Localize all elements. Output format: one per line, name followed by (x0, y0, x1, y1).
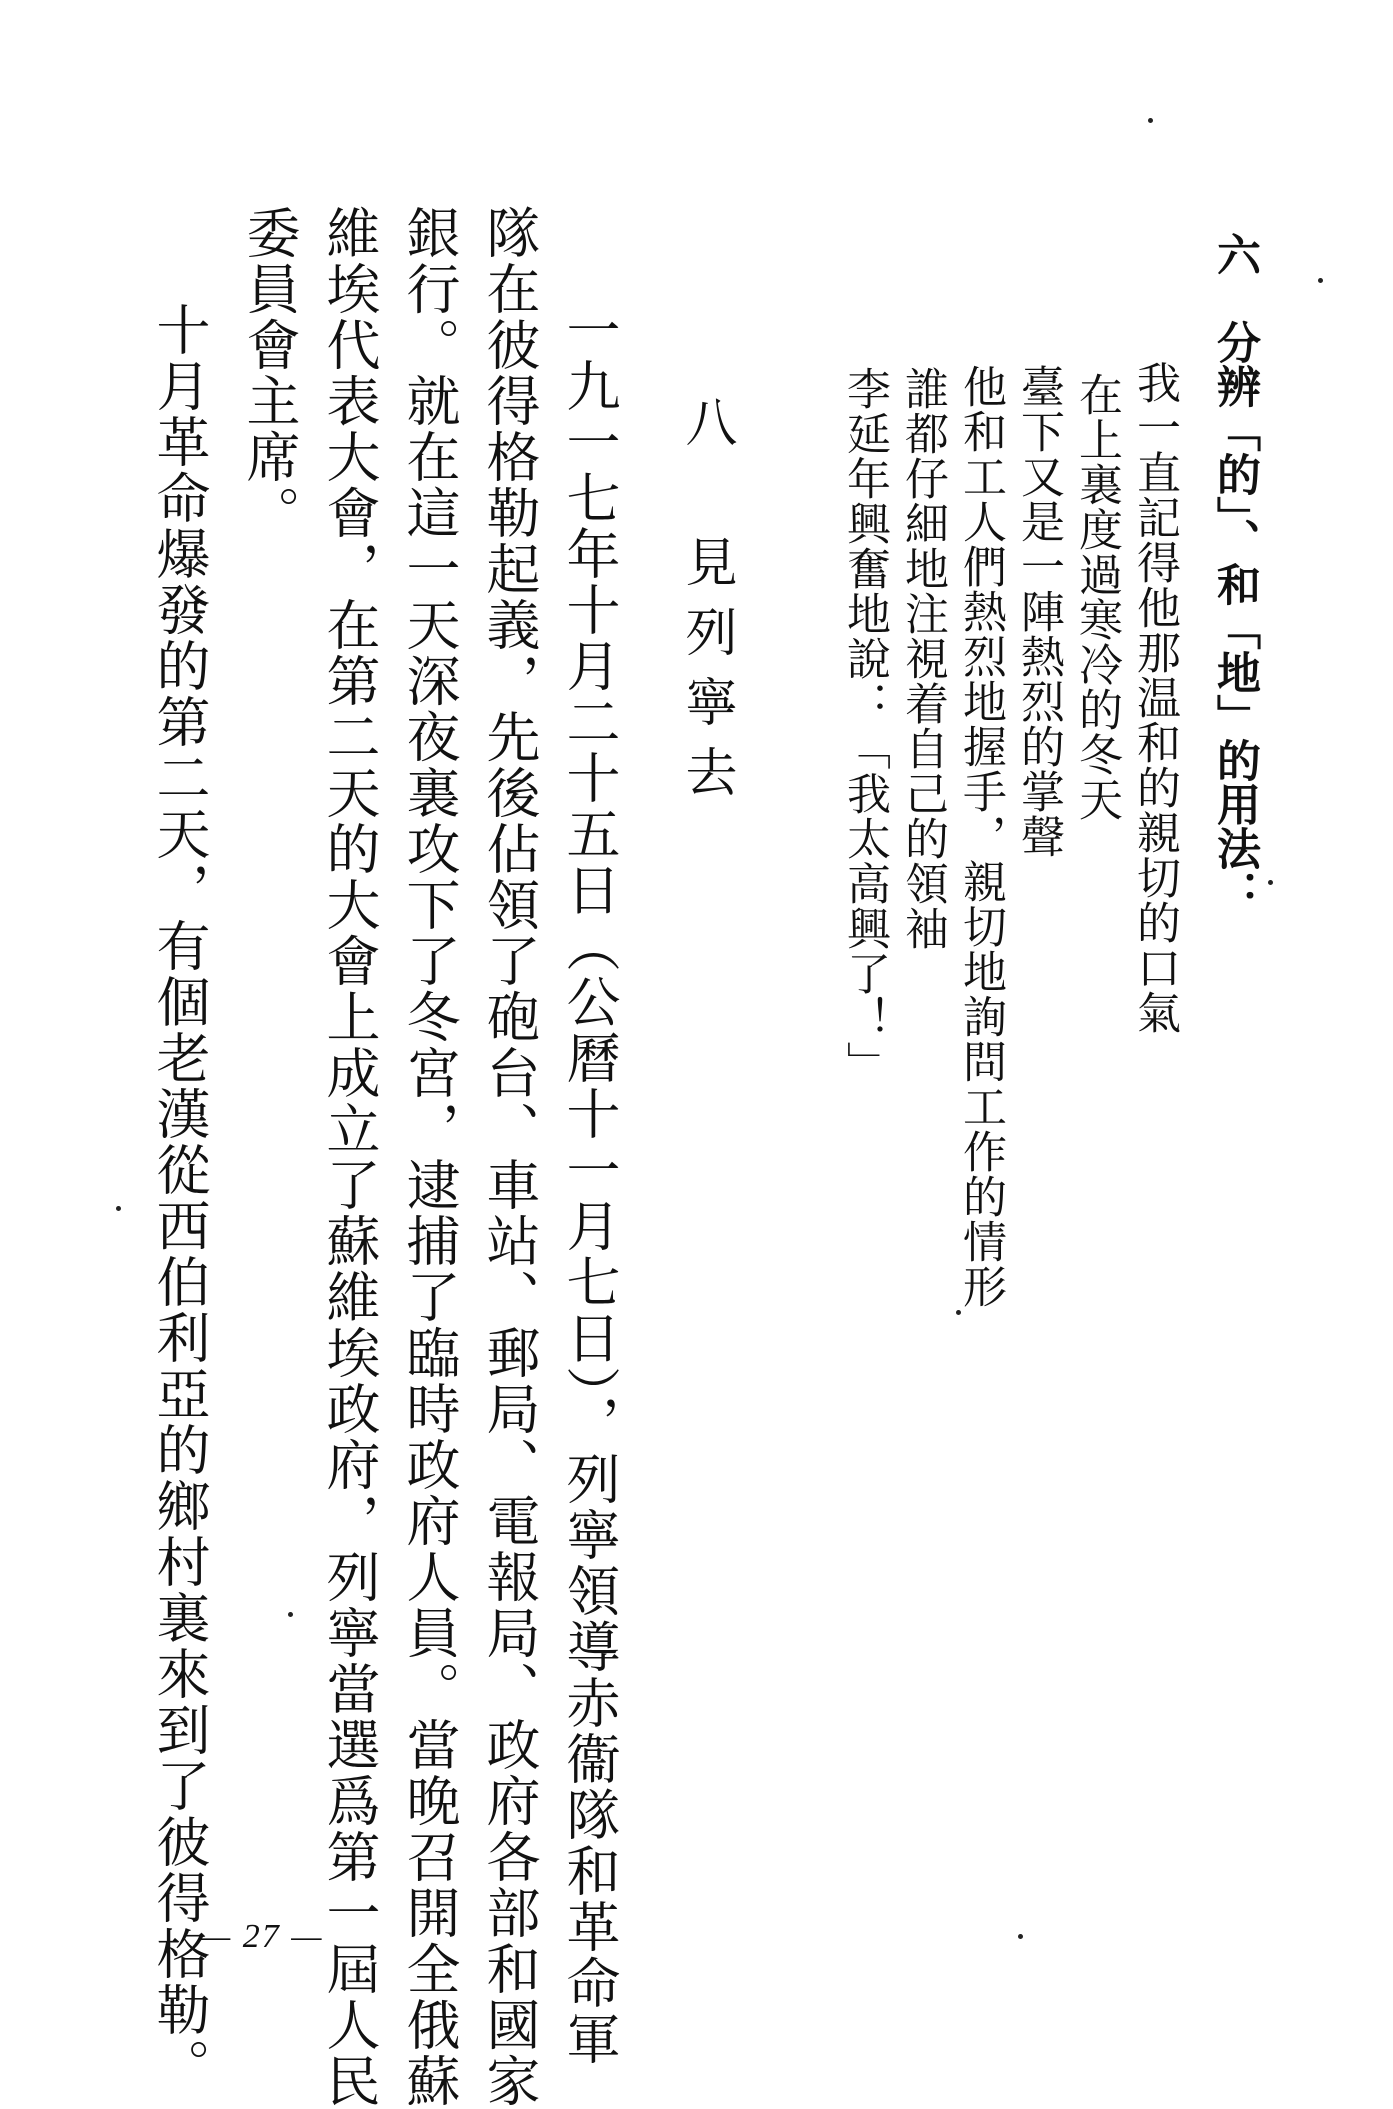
scan-speck (1268, 880, 1273, 885)
exercise-title: 六 分辨「的」、和「地」的用法： (1209, 232, 1260, 914)
scan-speck (956, 1310, 961, 1315)
scan-speck (1148, 118, 1153, 123)
paragraph-line-3: 銀行。就在這一天深夜裏攻下了冬宮，逮捕了臨時政府人員。當晚召開全俄蘇 (398, 205, 461, 2109)
exercise-line-5: 誰都仔細地注視着自己的領袖 (897, 366, 948, 951)
exercise-line-3: 臺下又是一陣熱烈的掌聲 (1013, 364, 1064, 859)
paragraph-line-4: 維埃代表大會，在第二天的大會上成立了蘇維埃政府，列寧當選爲第一屆人民 (318, 205, 381, 2109)
page-number: — 27 — (200, 1918, 324, 1955)
paragraph-line-2: 隊在彼得格勒起義，先後佔領了砲台、車站、郵局、電報局、政府各部和國家 (478, 205, 541, 2109)
scan-speck (1018, 1934, 1023, 1939)
scan-speck (116, 1206, 121, 1211)
scan-speck (1318, 278, 1323, 283)
section-title: 八 見列寧去 (676, 395, 736, 815)
exercise-line-6: 李延年興奮地說：「我太高興了！」 (839, 366, 890, 1086)
scan-speck (288, 1612, 293, 1617)
paragraph-line-6: 十月革命爆發的第二天，有個老漢從西伯利亞的鄉村裏來到了彼得格勒。 (148, 302, 211, 2094)
exercise-line-1: 我一直記得他那温和的親切的口氣 (1129, 360, 1180, 1035)
exercise-line-2: 在上裏度過寒冷的冬天 (1071, 372, 1122, 822)
paragraph-line-5: 委員會主席。 (238, 205, 301, 541)
paragraph-line-1: 一九一七年十月二十五日（公曆十一月七日），列寧領導赤衞隊和革命軍 (558, 302, 621, 2067)
exercise-line-4: 他和工人們熱烈地握手，親切地詢問工作的情形 (955, 364, 1006, 1309)
